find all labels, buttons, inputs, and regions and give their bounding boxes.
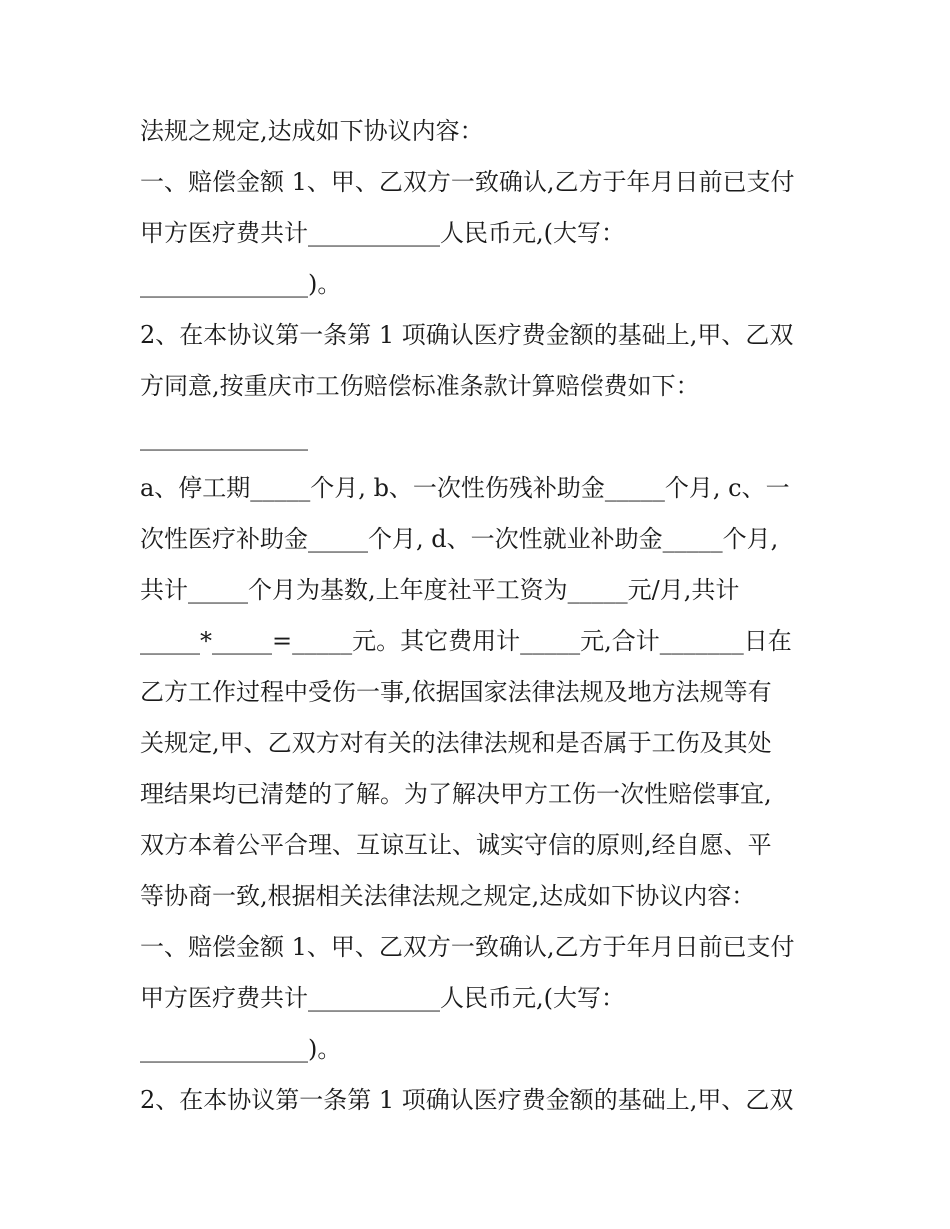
text-line: 次性医疗补助金_____个月, d、一次性就业补助金_____个月,	[140, 525, 779, 553]
text-line: 一、赔偿金额 1、甲、乙双方一致确认,乙方于年月日前已支付	[140, 168, 795, 196]
text-line: 2、在本协议第一条第 1 项确认医疗费金额的基础上,甲、乙双	[140, 1086, 794, 1114]
text-line: _____*_____=_____元。其它费用计_____元,合计_______日在	[140, 627, 792, 655]
text-line: 双方本着公平合理、互谅互让、诚实守信的原则,经自愿、平	[140, 831, 772, 859]
text-line: 共计_____个月为基数,上年度社平工资为_____元/月,共计	[140, 576, 740, 604]
text-line: 法规之规定,达成如下协议内容：	[140, 117, 484, 145]
text-line: 理结果均已清楚的了解。为了解决甲方工伤一次性赔偿事宜,	[140, 780, 772, 808]
text-line: 乙方工作过程中受伤一事,依据国家法律法规及地方法规等有	[140, 678, 772, 706]
text-line: 2、在本协议第一条第 1 项确认医疗费金额的基础上,甲、乙双	[140, 321, 794, 349]
text-line: 一、赔偿金额 1、甲、乙双方一致确认,乙方于年月日前已支付	[140, 933, 795, 961]
text-line: ______________)。	[140, 1035, 342, 1063]
text-line: ______________)。	[140, 270, 342, 298]
text-line: ______________	[140, 423, 308, 451]
text-line: 关规定,甲、乙双方对有关的法律法规和是否属于工伤及其处	[140, 729, 772, 757]
text-line: 等协商一致,根据相关法律法规之规定,达成如下协议内容：	[140, 882, 756, 910]
text-line: 甲方医疗费共计___________人民币元,(大写：	[140, 984, 625, 1012]
text-line: a、停工期_____个月, b、一次性伤残补助金_____个月, c、一	[140, 474, 790, 502]
text-line: 甲方医疗费共计___________人民币元,(大写：	[140, 219, 625, 247]
text-line: 方同意,按重庆市工伤赔偿标准条款计算赔偿费如下：	[140, 372, 700, 400]
document-body	[140, 106, 820, 1126]
